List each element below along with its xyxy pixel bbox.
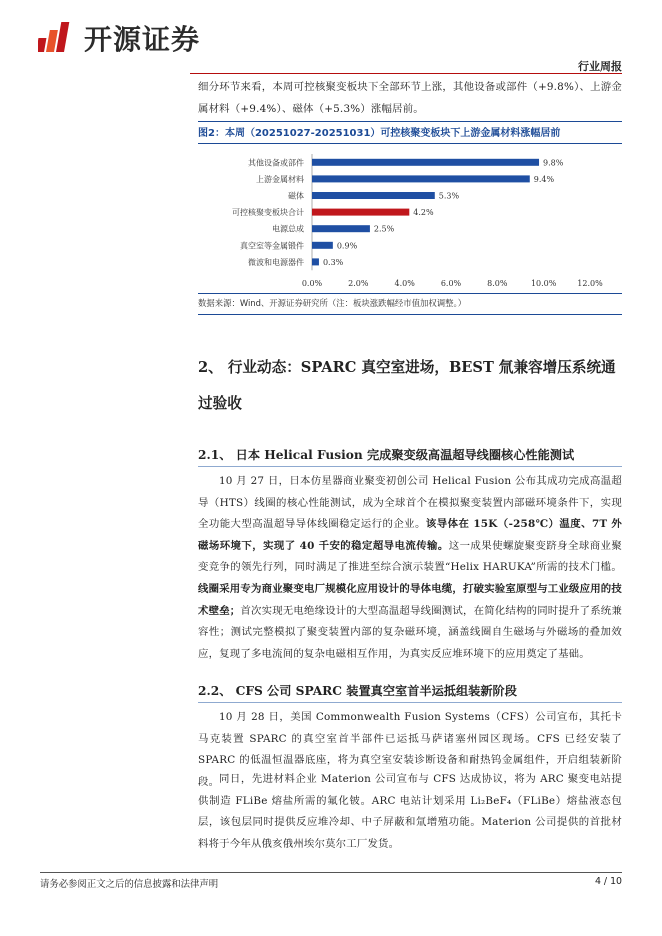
bar xyxy=(312,242,333,249)
section-2-2-heading: 2.2、 CFS 公司 SPARC 装置真空室首半运抵组装新阶段 xyxy=(198,684,517,698)
para-text-segment: 10 月 27 日，日本仿星器商业聚变初创公司 Helical Fusion 公布其成功完成高温超导（HTS）线圈的核心性能测试，成为全球首个在模拟聚变装置内部磁环境条件下，实现全功能大型高温超导导体线圈稳定运行的企业。 xyxy=(198,475,622,531)
footer-divider xyxy=(40,872,622,873)
company-logo xyxy=(38,18,200,58)
bar xyxy=(312,209,409,216)
section-2-1-rule xyxy=(198,466,622,467)
x-tick-label: 4.0% xyxy=(394,279,415,289)
value-label: 2.5% xyxy=(373,224,395,234)
para-bold-segment: 该导体在 15K（-258℃）温度、7T 外磁场环境下，实现了 40 千安的稳定超导电流传输。 xyxy=(198,518,622,552)
para-text-segment: 首次实现无电绝缘设计的大型高温超导线圈测试，在简化结构的同时提升了系统兼容性；测试完整模拟了聚变装置内部的复杂磁环境，涵盖线圈自生磁场与外磁场的叠加效应，复现了多电流间的复杂电磁相互作用，为真实反应堆环境下的应用奠定了基础。 xyxy=(198,604,622,660)
source-bottom-rule xyxy=(198,314,622,315)
category-label: 磁体 xyxy=(288,191,304,201)
category-label: 其他设备或部件 xyxy=(248,158,304,168)
para-text-segment: 这一成果使螺旋聚变跻身全球商业聚变竞争的领先行列，同时满足了推进至综合演示装置“Helix HARUKA”所需的技术门槛。 xyxy=(198,539,622,574)
bar xyxy=(312,225,370,232)
footer-disclaimer: 请务必参阅正文之后的信息披露和法律声明 xyxy=(40,879,219,890)
category-label: 电源总成 xyxy=(272,224,304,234)
bar xyxy=(312,175,530,182)
value-label: 5.3% xyxy=(438,191,460,201)
section-2-heading: 2、 行业动态：SPARC 真空室进场，BEST 氚兼容增压系统通过验收 xyxy=(198,359,616,412)
section-2-1-paragraph xyxy=(198,471,622,665)
category-label: 真空室等金属锻件 xyxy=(240,241,304,251)
section-2-2-paragraph-2: 同日，先进材料企业 Materion 公司宣布与 CFS 达成协议，将为 ARC 聚变电站提供制造 FLiBe 熔盐所需的氟化铍。ARC 电站计划采用 Li₂BeF₄（FLiBe）熔盐液态包层，该包层同时提供反应堆冷却、中子屏蔽和氚增殖功能。Materion 公司提供的首批材料将于今年从俄亥俄州埃尔莫尔工厂发货。 xyxy=(198,773,622,850)
figure-title: 图2：本周（20251027-20251031）可控核聚变板块下上游金属材料涨幅居前 xyxy=(198,128,561,139)
value-label: 0.3% xyxy=(322,257,344,267)
bar xyxy=(312,159,539,166)
sector-change-bar-chart xyxy=(198,150,622,292)
x-tick-label: 8.0% xyxy=(487,279,508,289)
value-label: 9.4% xyxy=(533,174,555,184)
x-tick-label: 12.0% xyxy=(577,279,603,289)
x-tick-label: 2.0% xyxy=(348,279,369,289)
bar xyxy=(312,258,319,265)
category-label: 微波和电源器件 xyxy=(248,257,304,267)
value-label: 4.2% xyxy=(413,208,434,218)
category-label: 可控核聚变板块合计 xyxy=(232,208,304,218)
x-tick-label: 0.0% xyxy=(301,279,323,289)
x-tick-label: 6.0% xyxy=(440,279,462,289)
value-label: 9.8% xyxy=(543,158,564,168)
figure-title-rule xyxy=(198,143,622,144)
bar xyxy=(312,192,435,199)
figure-top-rule xyxy=(198,121,622,122)
category-label: 上游金属材料 xyxy=(256,174,304,184)
header-divider xyxy=(190,73,622,74)
value-label: 0.9% xyxy=(336,241,358,251)
section-2-2-rule xyxy=(198,702,622,703)
brand-mark-icon xyxy=(38,18,78,58)
figure-source-note: 数据来源：Wind、开源证券研究所（注：板块涨跌幅经市值加权调整。） xyxy=(198,298,467,308)
report-type-label: 行业周报 xyxy=(578,60,622,73)
section-2-2-paragraph-1: 10 月 28 日，美国 Commonwealth Fusion Systems（CFS）公司宣布，其托卡马克装置 SPARC 的真空室首半部件已运抵马萨诸塞州园区现场。CFS 已经安装了 SPARC 的低温恒温器底座，将为真空室安装诊断设备和耐热钨金属组件，开启组装新阶段。 xyxy=(198,711,622,788)
figure-bottom-rule xyxy=(198,293,622,294)
page-number: 4 / 10 xyxy=(594,876,622,887)
x-tick-label: 10.0% xyxy=(530,279,557,289)
brand-name: 开源证券 xyxy=(84,23,201,56)
para-bold-segment: 线圈采用专为商业聚变电厂规模化应用设计的导体电缆，打破实验室原型与工业级应用的技术壁垒； xyxy=(198,582,622,617)
section-2-1-heading: 2.1、 日本 Helical Fusion 完成聚变级高温超导线圈核心性能测试 xyxy=(198,448,575,462)
intro-paragraph: 细分环节来看，本周可控核聚变板块下全部环节上涨，其他设备或部件（+9.8%）、上游金属材料（+9.4%）、磁体（+5.3%）涨幅居前。 xyxy=(198,81,622,115)
